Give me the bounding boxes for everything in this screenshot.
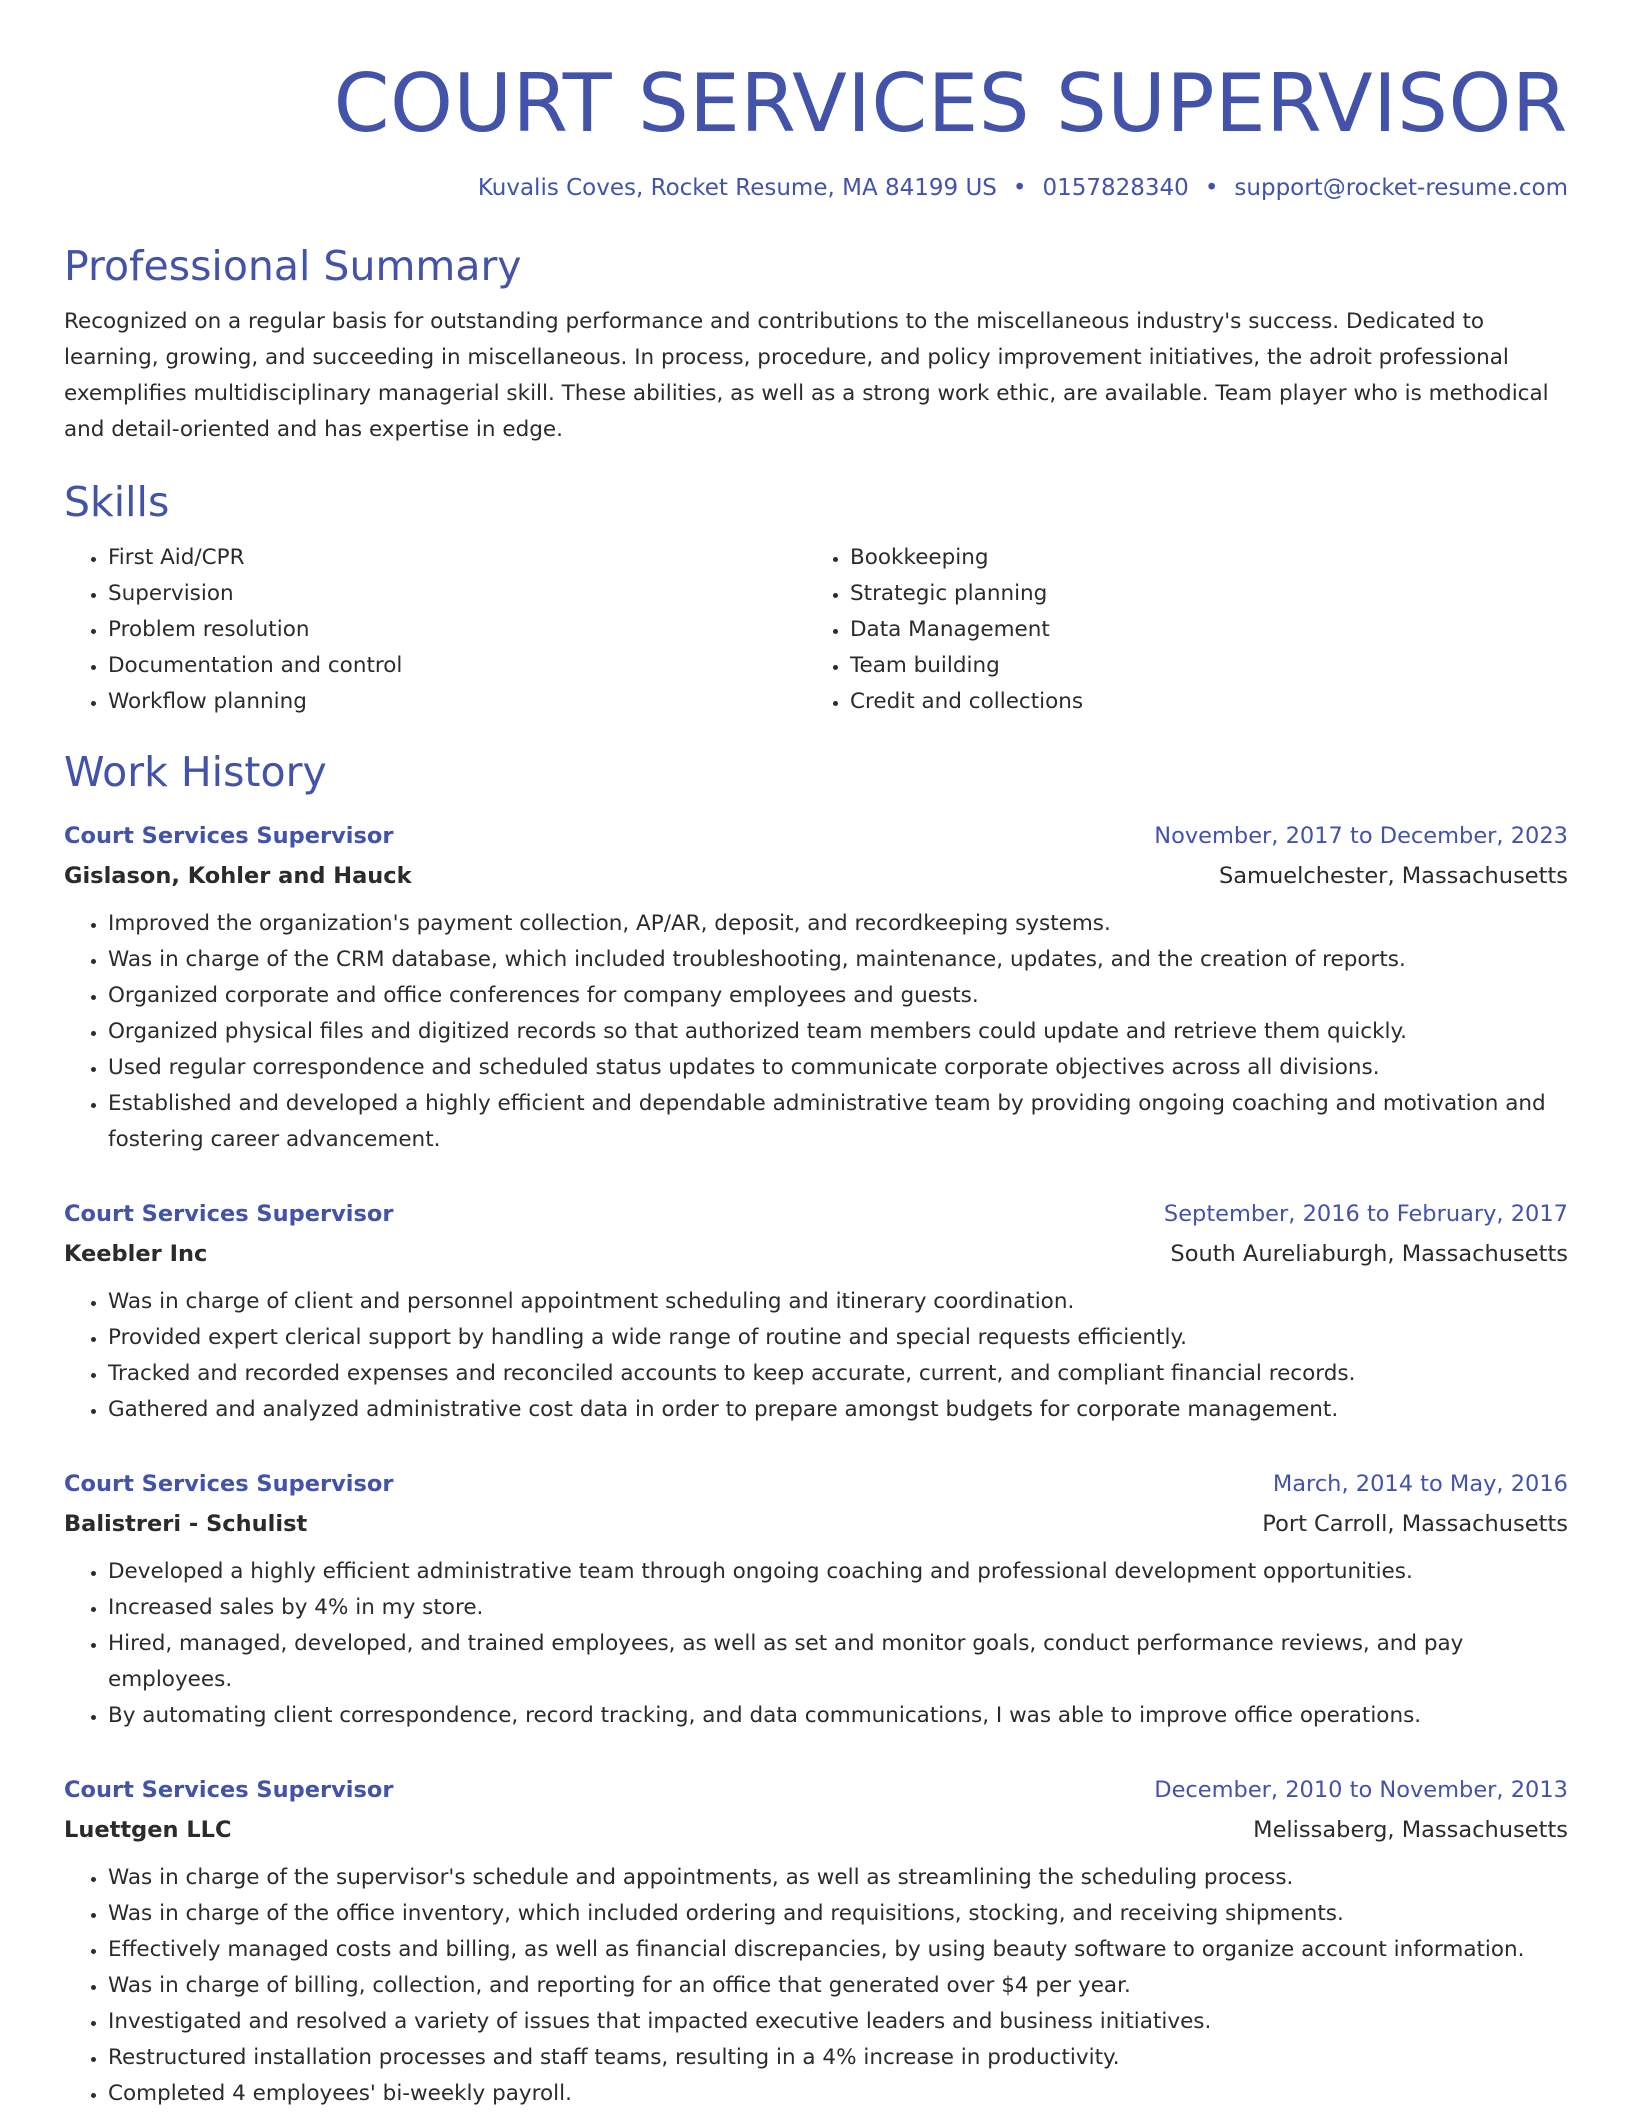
contact-email: support@rocket-resume.com xyxy=(1234,175,1568,201)
contact-phone: 0157828340 xyxy=(1042,175,1189,201)
job-bullets xyxy=(64,1284,1568,1428)
skills-column-left xyxy=(64,540,806,720)
job-bullet: • Effectively managed costs and billing, as well as financial discrepancies, by using beauty software to organize account information. xyxy=(108,1932,1568,1968)
job-bullet: • Was in charge of client and personnel appointment scheduling and itinerary coordination. xyxy=(108,1284,1568,1320)
contact-separator: • xyxy=(1012,175,1027,201)
job-header xyxy=(64,1194,1568,1234)
job-bullet: • Was in charge of the office inventory, which included ordering and requisitions, stocking, and receiving shipments. xyxy=(108,1896,1568,1932)
skills-heading: Skills xyxy=(64,478,170,526)
job-bullet: • Was in charge of the CRM database, which included troubleshooting, maintenance, updates, and the creation of reports. xyxy=(108,942,1568,978)
job-subheader xyxy=(64,1810,1568,1850)
job-bullet: • Increased sales by 4% in my store. xyxy=(108,1590,1568,1626)
skill-item: • Data Management xyxy=(850,612,1548,648)
job-location: Samuelchester, Massachusetts xyxy=(1218,863,1568,889)
job-position: Court Services Supervisor xyxy=(64,1201,394,1227)
skill-item: • Problem resolution xyxy=(108,612,806,648)
job-bullet: • Improved the organization's payment collection, AP/AR, deposit, and recordkeeping systems. xyxy=(108,906,1568,942)
summary-heading: Professional Summary xyxy=(64,242,522,290)
job-bullet: • Hired, managed, developed, and trained employees, as well as set and monitor goals, conduct performance reviews, and pay employees. xyxy=(108,1626,1568,1698)
job-header xyxy=(64,816,1568,856)
job-entry xyxy=(64,1464,1568,1734)
job-bullet: • Developed a highly efficient administrative team through ongoing coaching and professional development opportunities. xyxy=(108,1554,1568,1590)
contact-address: Kuvalis Coves, Rocket Resume, MA 84199 US xyxy=(477,175,997,201)
job-bullets xyxy=(64,1860,1568,2112)
job-entry xyxy=(64,816,1568,1158)
job-bullet: • Provided expert clerical support by handling a wide range of routine and special requests efficiently. xyxy=(108,1320,1568,1356)
summary-text: Recognized on a regular basis for outstanding performance and contributions to the miscellaneous industry's success. Dedicated to learning, growing, and succeeding in miscellaneous. In process, procedure, and policy improvement initiatives, the adroit professional exemplifies multidisciplinary managerial skill. These abilities, as well as a strong work ethic, are available. Team player who is methodical and detail-oriented and has expertise in edge. xyxy=(64,309,1549,442)
job-dates: September, 2016 to February, 2017 xyxy=(1163,1201,1568,1227)
job-bullets xyxy=(64,906,1568,1158)
job-bullet: • Used regular correspondence and scheduled status updates to communicate corporate objectives across all divisions. xyxy=(108,1050,1568,1086)
job-dates: March, 2014 to May, 2016 xyxy=(1272,1471,1568,1497)
skill-item: • Documentation and control xyxy=(108,648,806,684)
job-bullet: • Restructured installation processes and staff teams, resulting in a 4% increase in productivity. xyxy=(108,2040,1568,2076)
job-bullet: • By automating client correspondence, record tracking, and data communications, I was able to improve office operations. xyxy=(108,1698,1568,1734)
job-dates: November, 2017 to December, 2023 xyxy=(1154,823,1568,849)
skill-item: • Team building xyxy=(850,648,1548,684)
skill-item: • Bookkeeping xyxy=(850,540,1548,576)
job-position: Court Services Supervisor xyxy=(64,1777,394,1803)
job-subheader xyxy=(64,856,1568,896)
job-bullet: • Established and developed a highly efficient and dependable administrative team by providing ongoing coaching and motivation and fostering career advancement. xyxy=(108,1086,1568,1158)
work-history-heading: Work History xyxy=(64,748,327,796)
job-location: Melissaberg, Massachusetts xyxy=(1253,1817,1568,1843)
skill-item: • Workflow planning xyxy=(108,684,806,720)
job-position: Court Services Supervisor xyxy=(64,1471,394,1497)
job-dates: December, 2010 to November, 2013 xyxy=(1154,1777,1568,1803)
job-bullet: • Gathered and analyzed administrative cost data in order to prepare amongst budgets for corporate management. xyxy=(108,1392,1568,1428)
job-bullets xyxy=(64,1554,1568,1734)
job-subheader xyxy=(64,1504,1568,1544)
job-subheader xyxy=(64,1234,1568,1274)
job-bullet: • Was in charge of billing, collection, and reporting for an office that generated over $4 per year. xyxy=(108,1968,1568,2004)
job-bullet: • Investigated and resolved a variety of issues that impacted executive leaders and business initiatives. xyxy=(108,2004,1568,2040)
job-company: Gislason, Kohler and Hauck xyxy=(64,863,412,889)
job-company: Keebler Inc xyxy=(64,1241,208,1267)
skill-item: • Strategic planning xyxy=(850,576,1548,612)
resume-page xyxy=(64,0,1568,2112)
skills-column-right xyxy=(806,540,1548,720)
skill-item: • First Aid/CPR xyxy=(108,540,806,576)
skill-item: • Supervision xyxy=(108,576,806,612)
job-bullet: • Was in charge of the supervisor's schedule and appointments, as well as streamlining the scheduling process. xyxy=(108,1860,1568,1896)
skills-list xyxy=(64,540,1568,720)
contact-line xyxy=(64,172,1568,204)
skill-item: • Credit and collections xyxy=(850,684,1548,720)
job-bullet: • Organized corporate and office conferences for company employees and guests. xyxy=(108,978,1568,1014)
contact-separator: • xyxy=(1204,175,1219,201)
resume-title: COURT SERVICES SUPERVISOR xyxy=(333,57,1568,150)
job-company: Balistreri - Schulist xyxy=(64,1511,308,1537)
job-header xyxy=(64,1770,1568,1810)
job-bullet: • Tracked and recorded expenses and reconciled accounts to keep accurate, current, and compliant financial records. xyxy=(108,1356,1568,1392)
job-entry xyxy=(64,1770,1568,2112)
job-position: Court Services Supervisor xyxy=(64,823,394,849)
job-location: South Aureliaburgh, Massachusetts xyxy=(1170,1241,1568,1267)
job-bullet: • Completed 4 employees' bi-weekly payroll. xyxy=(108,2076,1568,2112)
job-bullet: • Organized physical files and digitized records so that authorized team members could update and retrieve them quickly. xyxy=(108,1014,1568,1050)
job-entry xyxy=(64,1194,1568,1428)
job-company: Luettgen LLC xyxy=(64,1817,232,1843)
job-location: Port Carroll, Massachusetts xyxy=(1262,1511,1568,1537)
job-header xyxy=(64,1464,1568,1504)
